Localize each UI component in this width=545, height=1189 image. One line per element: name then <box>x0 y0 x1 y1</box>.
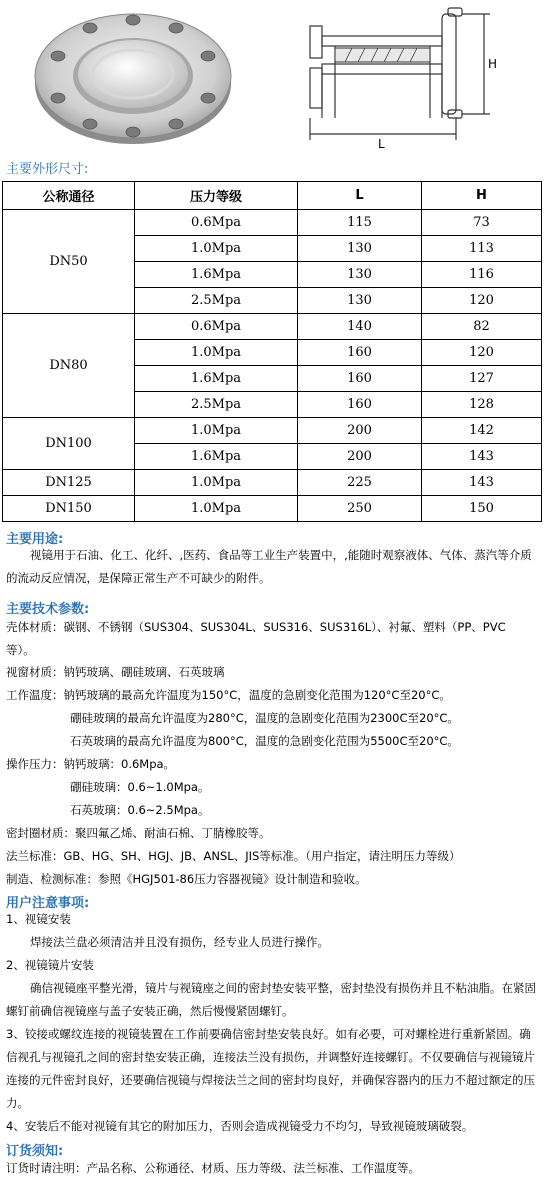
cell-pressure-class: 1.0Mpa <box>135 340 298 366</box>
note-1-body: 焊接法兰盘必须清洁并且没有损伤，经专业人员进行操作。 <box>30 935 329 949</box>
tech-pressure-quartz: 石英玻璃：0.6~2.5Mpa。 <box>70 803 210 817</box>
section-title-order: 订货须知: <box>6 1144 64 1159</box>
note-2-title: 2、视镜镜片安装 <box>6 958 94 972</box>
cell-l-value: 160 <box>298 392 422 418</box>
note-3: 3、铰接或螺纹连接的视镜装置在工作前要确信密封垫安装良好。如有必要，可对螺栓进行重新紧固。确信视孔与视镜孔之间的密封垫安装正确，连接法兰没有损伤，并调整好连接螺钉。不仅要确信与视镜镜片连接的元件密封良好，还要确信视镜与焊接法兰之间的密封均良好，并确保容器内的压力不超过额定的压力。 <box>6 1027 535 1110</box>
cell-pressure-class: 1.6Mpa <box>135 444 298 470</box>
cell-nominal-diameter: DN50 <box>3 210 135 314</box>
cell-nominal-diameter: DN125 <box>3 470 135 496</box>
dimension-l-label: L <box>378 137 385 151</box>
section-title-use: 主要用途: <box>6 532 64 547</box>
header-l: L <box>298 182 422 210</box>
cell-pressure-class: 1.0Mpa <box>135 496 298 522</box>
tech-flange-standard: 法兰标准：GB、HG、SH、HGJ、JB、ANSL、JIS等标准。（用户指定，请注明压力等级） <box>6 849 461 863</box>
cell-pressure-class: 1.0Mpa <box>135 236 298 262</box>
cell-h-value: 143 <box>422 470 542 496</box>
table-row <box>3 418 542 444</box>
header-nominal-diameter: 公称通径 <box>3 182 135 210</box>
tech-manufacturing-standard: 制造、检测标准：参照《HGJ501-86压力容器视镜》设计制造和验收。 <box>6 872 367 886</box>
section-title-notes: 用户注意事项: <box>6 896 90 911</box>
cell-l-value: 115 <box>298 210 422 236</box>
cell-h-value: 116 <box>422 262 542 288</box>
tech-temp-borosilicate: 硼硅玻璃的最高允许温度为280°C，温度的急剧变化范围为2300C至20°C。 <box>70 711 459 725</box>
cell-h-value: 142 <box>422 418 542 444</box>
cell-h-value: 120 <box>422 288 542 314</box>
use-paragraph: 视镜用于石油、化工、化纤、,医药、食品等工业生产装置中，,能随时观察液体、气体、蒸汽等介质的流动反应情况，是保障正常生产不可缺少的附件。 <box>6 548 532 585</box>
cell-h-value: 113 <box>422 236 542 262</box>
note-1-title: 1、视镜安装 <box>6 912 71 926</box>
cell-h-value: 120 <box>422 340 542 366</box>
cross-section-drawing <box>290 6 520 156</box>
cell-pressure-class: 0.6Mpa <box>135 210 298 236</box>
cell-pressure-class: 2.5Mpa <box>135 392 298 418</box>
cell-l-value: 200 <box>298 444 422 470</box>
cell-pressure-class: 2.5Mpa <box>135 288 298 314</box>
tech-pressure-borosilicate: 硼硅玻璃：0.6~1.0Mpa。 <box>70 780 210 794</box>
cell-h-value: 73 <box>422 210 542 236</box>
cell-pressure-class: 1.6Mpa <box>135 366 298 392</box>
cell-h-value: 150 <box>422 496 542 522</box>
dimensions-table <box>2 181 542 522</box>
note-2-body: 确信视镜座平整光滑，镜片与视镜座之间的密封垫安装平整，密封垫没有损伤并且不粘油脂。在紧固螺钉前确信视镜座与盖子安装正确，然后慢慢紧固螺钉。 <box>6 981 536 1018</box>
tech-seal-material: 密封圈材质：聚四氟乙烯、耐油石棉、丁腈橡胶等。 <box>6 826 271 840</box>
table-header-row <box>3 182 542 210</box>
cell-l-value: 160 <box>298 366 422 392</box>
cell-pressure-class: 0.6Mpa <box>135 314 298 340</box>
cell-l-value: 130 <box>298 236 422 262</box>
cell-pressure-class: 1.0Mpa <box>135 470 298 496</box>
sight-glass-photo <box>28 4 238 149</box>
section-title-tech: 主要技术参数: <box>6 602 90 617</box>
cell-nominal-diameter: DN80 <box>3 314 135 418</box>
cell-h-value: 143 <box>422 444 542 470</box>
note-4: 4、安装后不能对视镜有其它的附加压力，否则会造成视镜受力不均匀，导致视镜玻璃破裂。 <box>6 1119 474 1133</box>
cell-l-value: 140 <box>298 314 422 340</box>
cell-l-value: 200 <box>298 418 422 444</box>
cell-h-value: 82 <box>422 314 542 340</box>
table-row <box>3 496 542 522</box>
cell-pressure-class: 1.0Mpa <box>135 418 298 444</box>
cell-l-value: 160 <box>298 340 422 366</box>
cell-l-value: 225 <box>298 470 422 496</box>
cell-l-value: 250 <box>298 496 422 522</box>
tech-temp-quartz: 石英玻璃的最高允许温度为800°C，温度的急剧变化范围为5500C至20°C。 <box>70 734 459 748</box>
header-pressure-class: 压力等级 <box>135 182 298 210</box>
table-row <box>3 210 542 236</box>
order-paragraph: 订货时请注明：产品名称、公称通径、材质、压力等级、法兰标准、工作温度等。 <box>6 1161 420 1175</box>
header-h: H <box>422 182 542 210</box>
cell-nominal-diameter: DN150 <box>3 496 135 522</box>
tech-temp-soda: 工作温度：钠钙玻璃的最高允许温度为150°C，温度的急剧变化范围为120°C至20°C。 <box>6 688 451 702</box>
dimension-h-label: H <box>488 57 498 71</box>
cell-pressure-class: 1.6Mpa <box>135 262 298 288</box>
cell-l-value: 130 <box>298 288 422 314</box>
tech-pressure-soda: 操作压力：钠钙玻璃：0.6Mpa。 <box>6 757 176 771</box>
cell-h-value: 127 <box>422 366 542 392</box>
table-row <box>3 470 542 496</box>
cell-nominal-diameter: DN100 <box>3 418 135 470</box>
section-title-dimensions: 主要外形尺寸: <box>6 162 89 177</box>
tech-shell-material: 壳体材质：碳钢、不锈钢（SUS304、SUS304L、SUS316、SUS316L）、衬氟、塑料（PP、PVC 等）。 <box>6 620 506 657</box>
tech-window-material: 视窗材质：钠钙玻璃、硼硅玻璃、石英玻璃 <box>6 665 225 679</box>
table-row <box>3 314 542 340</box>
cell-h-value: 128 <box>422 392 542 418</box>
cell-l-value: 130 <box>298 262 422 288</box>
product-illustrations <box>0 0 545 155</box>
